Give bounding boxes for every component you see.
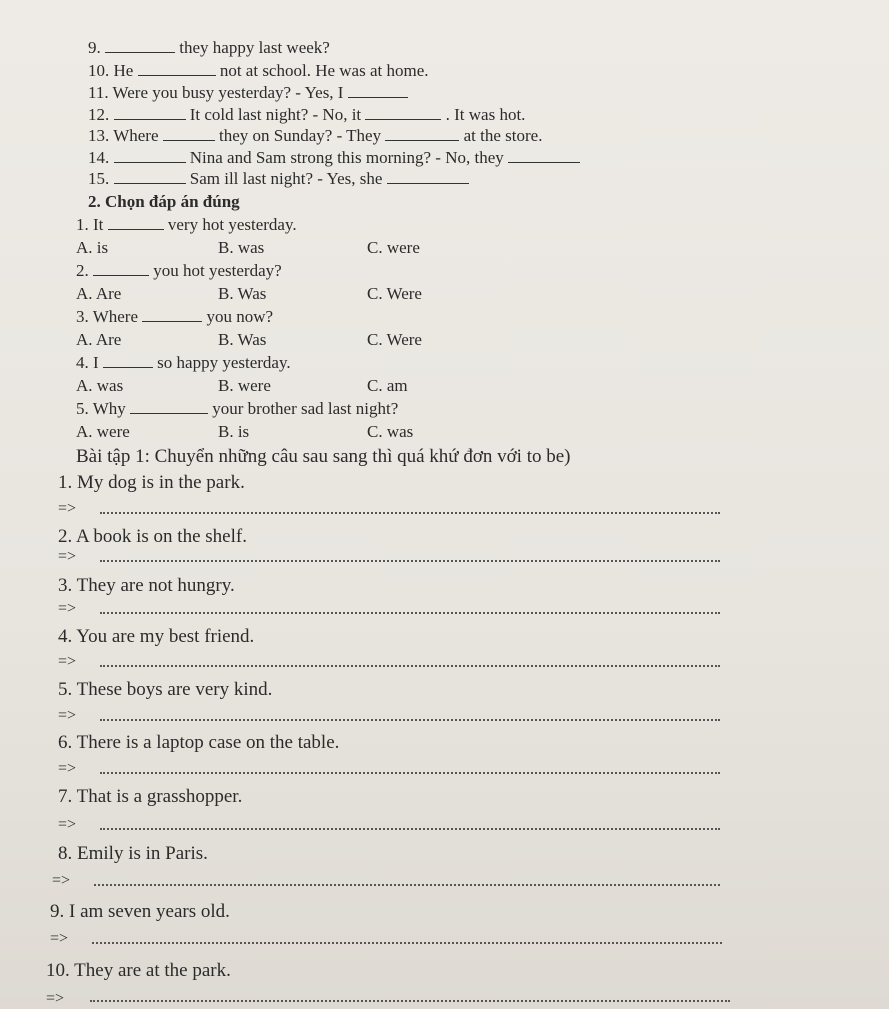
question-text: not at school. He was at home. xyxy=(219,61,429,80)
question-13 xyxy=(88,126,542,146)
question-number: 9. xyxy=(88,38,101,57)
question-14 xyxy=(88,148,580,168)
question-stem: 5. Why xyxy=(76,399,126,418)
answer-blank[interactable] xyxy=(103,353,153,368)
answer-line[interactable] xyxy=(100,512,720,514)
answer-blank[interactable] xyxy=(114,169,186,184)
exercise-item-7: 7. That is a grasshopper. xyxy=(58,786,243,807)
question-number: 10. He xyxy=(88,61,134,80)
answer-blank[interactable] xyxy=(142,307,202,322)
question-text: they happy last week? xyxy=(179,38,330,57)
question-number: 13. Where xyxy=(88,126,159,145)
question-text: they on Sunday? - They xyxy=(219,126,382,145)
question-stem: 2. xyxy=(76,261,89,280)
option-c[interactable]: C. were xyxy=(367,238,420,257)
answer-blank[interactable] xyxy=(365,105,441,120)
answer-blank[interactable] xyxy=(138,61,216,76)
exercise-item-4: 4. You are my best friend. xyxy=(58,626,255,647)
mc-question-3 xyxy=(76,307,273,327)
question-text: you now? xyxy=(206,307,274,326)
option-c[interactable]: C. Were xyxy=(367,330,422,349)
answer-blank[interactable] xyxy=(385,126,459,141)
question-text: very hot yesterday. xyxy=(167,215,297,234)
option-b[interactable]: B. Was xyxy=(218,330,267,349)
answer-line[interactable] xyxy=(100,772,720,774)
question-15 xyxy=(88,169,469,189)
question-number: 14. xyxy=(88,148,110,167)
arrow-marker: => xyxy=(58,653,77,670)
question-text: Nina and Sam strong this morning? - No, they xyxy=(189,148,504,167)
answer-blank[interactable] xyxy=(163,126,215,141)
mc-question-1 xyxy=(76,215,297,235)
question-text: . It was hot. xyxy=(445,105,526,124)
question-stem: 3. Where xyxy=(76,307,138,326)
answer-line[interactable] xyxy=(100,828,720,830)
option-b[interactable]: B. is xyxy=(218,422,250,441)
question-11 xyxy=(88,83,408,103)
section-heading: 2. Chọn đáp án đúng xyxy=(88,192,240,211)
mc-question-5 xyxy=(76,399,398,419)
answer-line[interactable] xyxy=(100,560,720,562)
answer-blank[interactable] xyxy=(93,261,149,276)
exercise-heading: Bài tập 1: Chuyển những câu sau sang thì quá khứ đơn với to be) xyxy=(76,446,571,467)
arrow-marker: => xyxy=(58,707,77,724)
question-10 xyxy=(88,61,429,81)
mc-question-4 xyxy=(76,353,291,373)
answer-line[interactable] xyxy=(90,1000,730,1002)
question-text: at the store. xyxy=(463,126,543,145)
question-text: your brother sad last night? xyxy=(212,399,399,418)
option-c[interactable]: C. Were xyxy=(367,284,422,303)
question-stem: 1. It xyxy=(76,215,104,234)
option-c[interactable]: C. am xyxy=(367,376,408,395)
arrow-marker: => xyxy=(58,760,77,777)
exercise-item-8: 8. Emily is in Paris. xyxy=(58,843,208,864)
answer-line[interactable] xyxy=(94,884,720,886)
answer-blank[interactable] xyxy=(114,105,186,120)
answer-blank[interactable] xyxy=(508,148,580,163)
answer-line[interactable] xyxy=(100,612,720,614)
answer-line[interactable] xyxy=(92,942,722,944)
exercise-item-3: 3. They are not hungry. xyxy=(58,575,235,596)
option-a[interactable]: A. Are xyxy=(76,284,122,303)
arrow-marker: => xyxy=(58,500,77,517)
arrow-marker: => xyxy=(46,990,65,1007)
question-9 xyxy=(88,38,330,58)
exercise-item-9: 9. I am seven years old. xyxy=(50,901,230,922)
arrow-marker: => xyxy=(58,548,77,565)
option-b[interactable]: B. were xyxy=(218,376,271,395)
question-text: you hot yesterday? xyxy=(153,261,282,280)
option-a[interactable]: A. was xyxy=(76,376,124,395)
question-number: 15. xyxy=(88,169,110,188)
answer-line[interactable] xyxy=(100,665,720,667)
option-b[interactable]: B. was xyxy=(218,238,265,257)
exercise-item-6: 6. There is a laptop case on the table. xyxy=(58,732,340,753)
answer-blank[interactable] xyxy=(105,38,175,53)
option-a[interactable]: A. Are xyxy=(76,330,122,349)
option-b[interactable]: B. Was xyxy=(218,284,267,303)
option-a[interactable]: A. is xyxy=(76,238,109,257)
exercise-item-1: 1. My dog is in the park. xyxy=(58,472,245,493)
answer-blank[interactable] xyxy=(348,83,408,98)
option-a[interactable]: A. were xyxy=(76,422,130,441)
answer-line[interactable] xyxy=(100,719,720,721)
arrow-marker: => xyxy=(58,600,77,617)
question-stem: 4. I xyxy=(76,353,99,372)
option-c[interactable]: C. was xyxy=(367,422,414,441)
question-text: Sam ill last night? - Yes, she xyxy=(189,169,383,188)
answer-blank[interactable] xyxy=(387,169,469,184)
question-12 xyxy=(88,105,525,125)
answer-blank[interactable] xyxy=(130,399,208,414)
mc-question-2 xyxy=(76,261,282,281)
answer-blank[interactable] xyxy=(108,215,164,230)
question-text: It cold last night? - No, it xyxy=(189,105,362,124)
question-text: so happy yesterday. xyxy=(157,353,291,372)
arrow-marker: => xyxy=(58,816,77,833)
answer-blank[interactable] xyxy=(114,148,186,163)
exercise-item-2: 2. A book is on the shelf. xyxy=(58,526,247,547)
arrow-marker: => xyxy=(52,872,71,889)
question-number: 12. xyxy=(88,105,110,124)
arrow-marker: => xyxy=(50,930,69,947)
question-text: 11. Were you busy yesterday? - Yes, I xyxy=(88,83,344,102)
exercise-item-10: 10. They are at the park. xyxy=(46,960,231,981)
exercise-item-5: 5. These boys are very kind. xyxy=(58,679,273,700)
